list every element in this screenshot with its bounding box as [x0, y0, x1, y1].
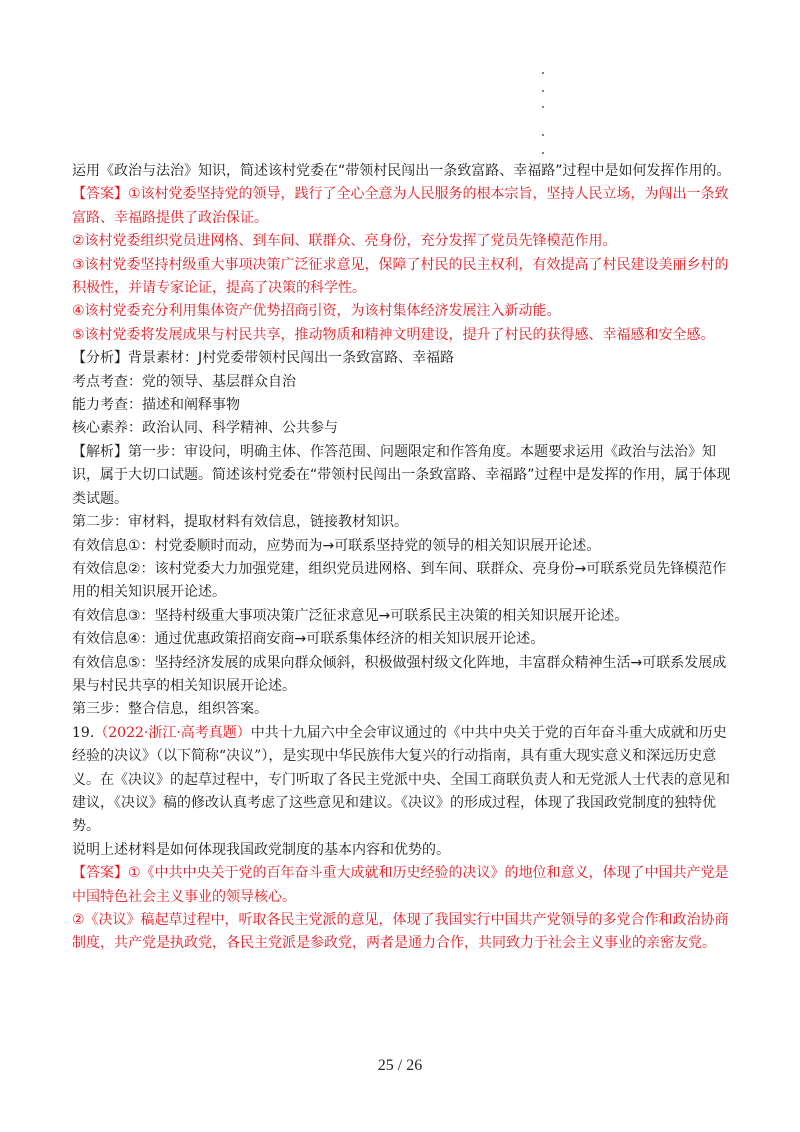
page-content	[72, 160, 732, 956]
total-pages: 26	[406, 1057, 423, 1074]
explanation-step-3: 第三步：整合信息，组织答案。	[72, 701, 268, 718]
analysis-literacy: 核心素养：政治认同、科学精神、公共参与	[72, 420, 338, 437]
explanation-info-2: 有效信息②：该村党委大力加强党建，组织党员进网格、到车间、联群众、亮身份→可联系党员先锋模范作用的相关知识展开论述。	[72, 560, 727, 601]
explanation-info-3: 有效信息③：坚持村级重大事项决策广泛征求意见→可联系民主决策的相关知识展开论述。	[72, 607, 629, 624]
explanation-step-1: 【解析】第一步：审设问，明确主体、作答范围、问题限定和作答角度。本题要求运用《政治与法治》知识，属于大切口试题。简述该村党委在“带领村民闯出一条致富路、幸福路”过程中是发挥的作用，属于体现类试题。	[72, 443, 731, 507]
page-separator: /	[397, 1057, 403, 1074]
analysis-background: 【分析】背景素材：J村党委带领村民闯出一条致富路、幸福路	[72, 350, 455, 367]
explanation-info-5: 有效信息⑤：坚持经济发展的成果向群众倾斜，积极做强村级文化阵地，丰富群众精神生活→可联系发展成果与村民共享的相关知识展开论述。	[72, 654, 727, 694]
question-19-prompt: 说明上述材料是如何体现我国政党制度的基本内容和优势的。	[72, 841, 450, 858]
answer-line-5: ⑤该村党委将发展成果与村民共享，推动物质和精神文明建设，提升了村民的获得感、幸福感和安全感。	[72, 326, 715, 343]
explanation-info-1: 有效信息①：村党委顺时而动，应势而为→可联系坚持党的领导的相关知识展开论述。	[72, 537, 601, 554]
analysis-ability: 能力考查：描述和阐释事物	[72, 397, 240, 414]
answer-line-4: ④该村党委充分利用集体资产优势招商引资，为该村集体经济发展注入新动能。	[72, 303, 561, 320]
answer-line-3: ③该村党委坚持村级重大事项决策广泛征求意见，保障了村民的民主权利，有效提高了村民建设美丽乡村的积极性，并请专家论证，提高了决策的科学性。	[72, 256, 729, 297]
analysis-knowledge: 考点考查：党的领导、基层群众自治	[72, 373, 296, 390]
question-number: 19.	[72, 724, 95, 741]
question-prompt: 运用《政治与法治》知识，简述该村党委在“带领村民闯出一条致富路、幸福路”过程中是如何发挥作用的。	[72, 163, 731, 179]
explanation-step-2: 第二步：审材料，提取材料有效信息，链接教材知识。	[72, 514, 408, 531]
q19-answer-line-2: ②《决议》稿起草过程中，听取各民主党派的意见，体现了我国实行中国共产党领导的多党合作和政治协商制度，共产党是执政党，各民主党派是参政党，两者是通力合作，共同致力于社会主义事业的亲密友党。	[72, 912, 729, 952]
question-source: （2022·浙江·高考真题）	[94, 724, 251, 741]
q19-answer-line-1: 【答案】①《中共中央关于党的百年奋斗重大成就和历史经验的决议》的地位和意义，体现了中国共产党是中国特色社会主义事业的领导核心。	[72, 865, 729, 905]
explanation-info-4: 有效信息④：通过优惠政策招商安商→可联系集体经济的相关知识展开论述。	[72, 631, 545, 648]
page-number	[0, 1057, 800, 1075]
question-19-material	[72, 722, 732, 839]
answer-line-1: 【答案】①该村党委坚持党的领导，践行了全心全意为人民服务的根本宗旨，坚持人民立场，为闯出一条致富路、幸福路提供了政治保证。	[72, 186, 729, 226]
current-page: 25	[377, 1057, 394, 1074]
question-body: 中共十九届六中全会审议通过的《中共中央关于党的百年奋斗重大成就和历史经验的决议》（以下简称“决议”），是实现中华民族伟大复兴的行动指南，具有重大现实意义和深远历史意义。在《决议》的起草过程中，专门听取了各民主党派中央、全国工商联负责人和无党派人士代表的意见和建议，《决议》稿的修改认真考虑了这些意见和建议。《决议》的形成过程，体现了我国政党制度的独特优势。	[72, 724, 730, 835]
answer-line-2: ②该村党委组织党员进网格、到车间、联群众、亮身份，充分发挥了党员先锋模范作用。	[72, 233, 617, 250]
